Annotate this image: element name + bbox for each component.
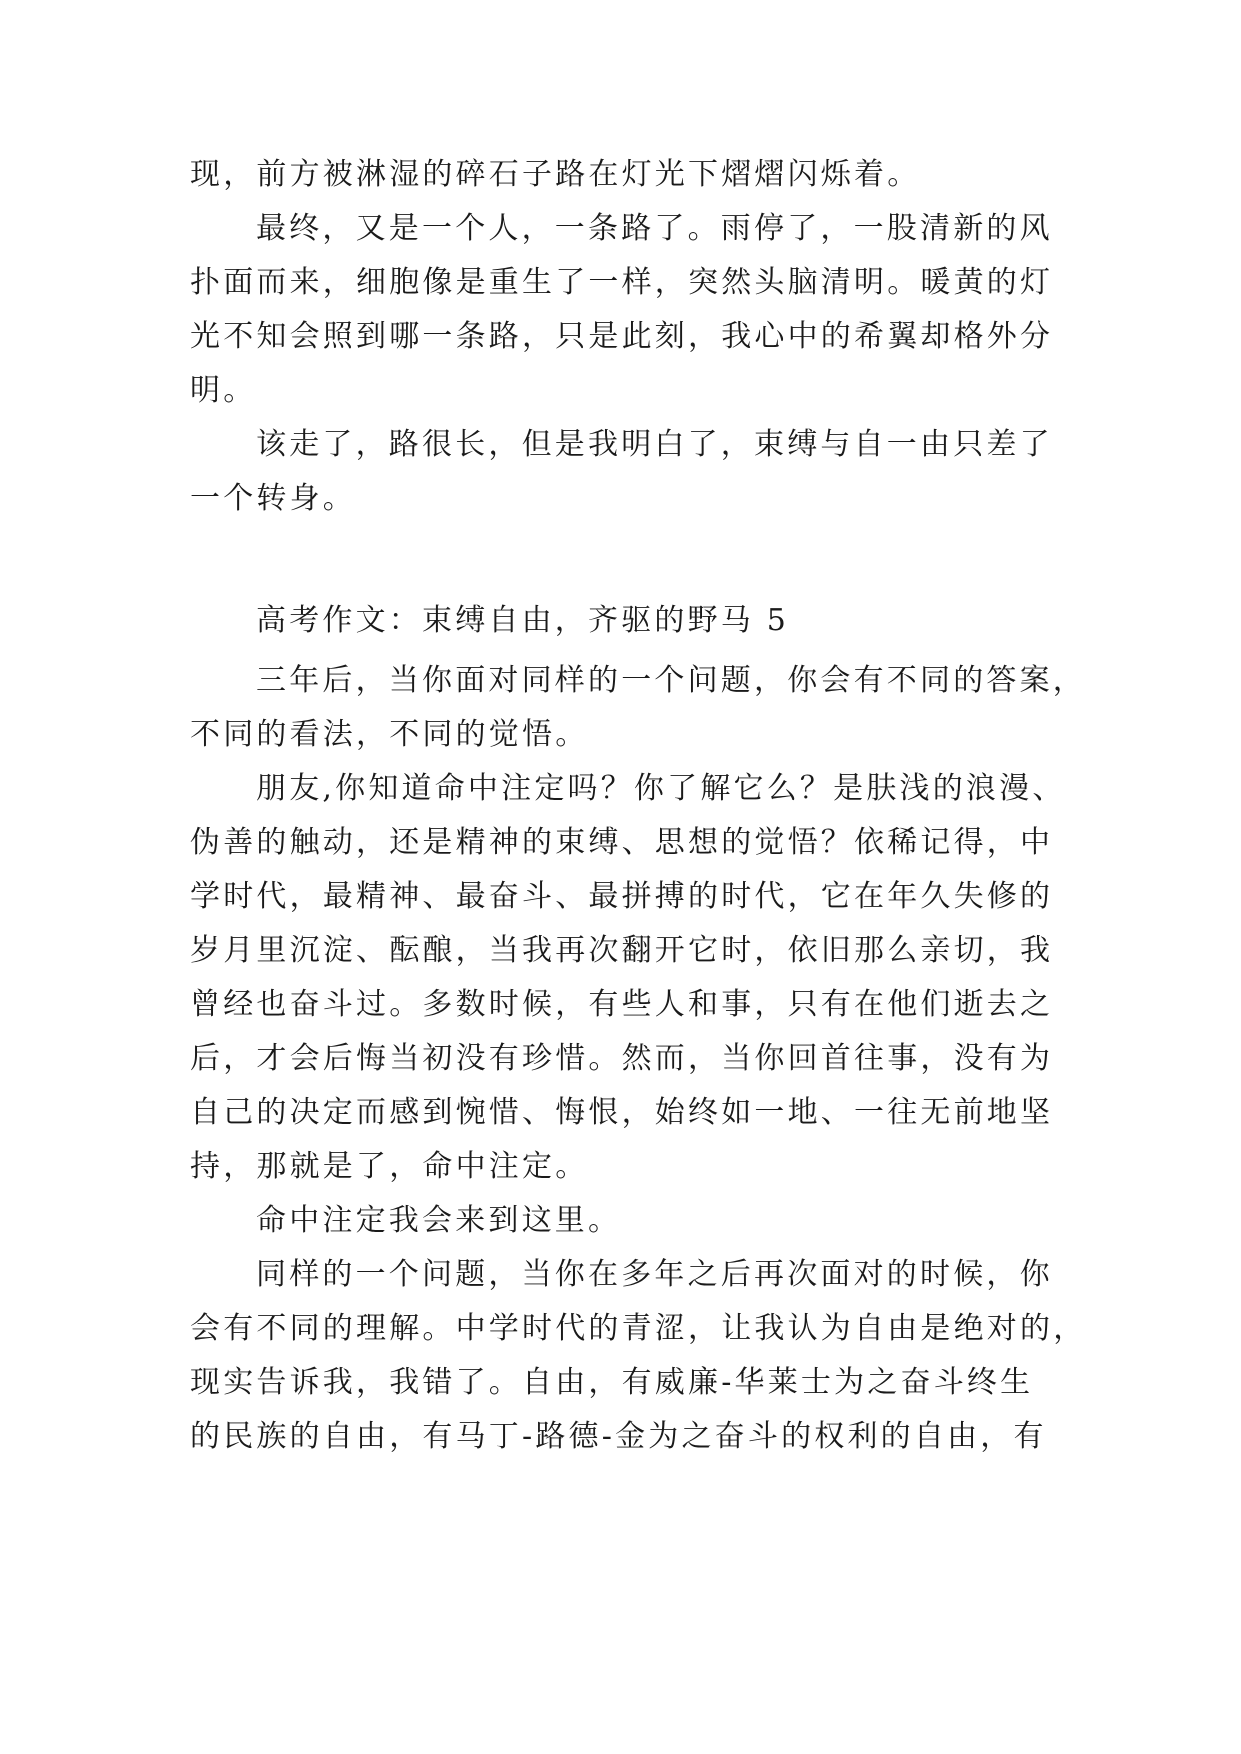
text-line: 扑面而来，细胞像是重生了一样，突然头脑清明。暖黄的灯 [190,265,1054,300]
text-line: 明。 [190,373,257,408]
essay-heading-block [190,594,1060,648]
text-line: 三年后，当你面对同样的一个问题，你会有不同的答案， [256,663,1086,698]
text-line: 岁月里沉淀、酝酿，当我再次翻开它时，依旧那么亲切，我 [190,933,1054,968]
text-line: 光不知会照到哪一条路，只是此刻，我心中的希翼却格外分 [190,319,1054,354]
text-line: 同样的一个问题，当你在多年之后再次面对的时候，你 [256,1257,1053,1292]
text-line: 曾经也奋斗过。多数时候，有些人和事，只有在他们逝去之 [190,987,1054,1022]
paragraph-block-1 [190,148,1060,526]
text-line: 一个转身。 [190,481,356,516]
paragraph-block-2 [190,654,1087,1464]
text-line: 现，前方被淋湿的碎石子路在灯光下熠熠闪烁着。 [190,157,921,192]
text-line: 自己的决定而感到惋惜、悔恨，始终如一地、一往无前地坚 [190,1095,1054,1130]
essay-heading: 高考作文：束缚自由，齐驱的野马 5 [256,603,790,638]
text-line: 会有不同的理解。中学时代的青涩，让我认为自由是绝对的， [190,1311,1087,1346]
text-line: 该走了，路很长，但是我明白了，束缚与自一由只差了 [256,427,1053,462]
text-line: 现实告诉我，我错了。自由，有威廉-华莱士为之奋斗终生 [190,1365,1034,1400]
text-line: 伪善的触动，还是精神的束缚、思想的觉悟？依稀记得，中 [190,825,1054,860]
text-line: 学时代，最精神、最奋斗、最拼搏的时代，它在年久失修的 [190,879,1054,914]
text-line: 最终，又是一个人，一条路了。雨停了，一股清新的风 [256,211,1053,246]
text-line: 的民族的自由，有马丁-路德-金为之奋斗的权利的自由，有 [190,1419,1047,1454]
text-line: 后，才会后悔当初没有珍惜。然而，当你回首往事，没有为 [190,1041,1054,1076]
text-line: 不同的看法，不同的觉悟。 [190,717,589,752]
text-line: 朋友,你知道命中注定吗？你了解它么？是肤浅的浪漫、 [256,771,1066,806]
text-line: 命中注定我会来到这里。 [256,1203,622,1238]
text-line: 持，那就是了，命中注定。 [190,1149,589,1184]
